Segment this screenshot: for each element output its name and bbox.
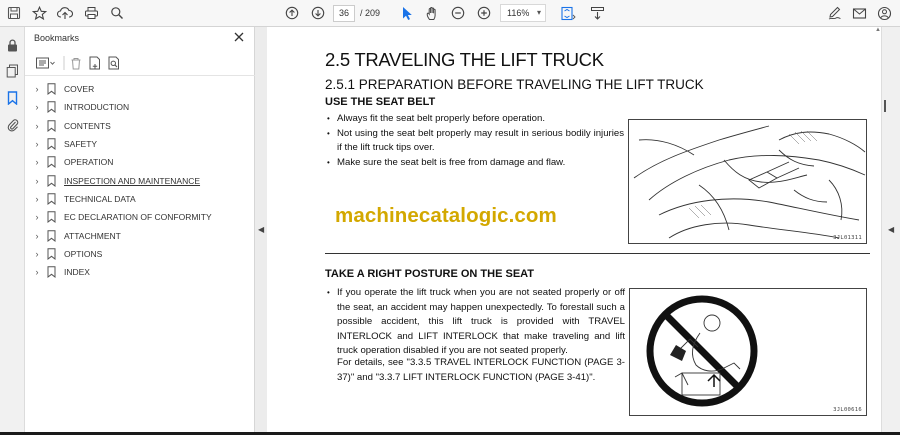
scroll-up-arrow-icon[interactable]: ▲ — [875, 27, 881, 33]
watermark-text: machinecatalogic.com — [335, 204, 557, 227]
panel-divider — [25, 75, 255, 76]
bookmark-label: EC DECLARATION OF CONFORMITY — [64, 212, 212, 223]
scrollbar-thumb[interactable] — [884, 100, 886, 112]
bookmark-icon — [47, 193, 57, 205]
subsection-heading-seat-belt: USE THE SEAT BELT — [325, 96, 436, 108]
bookmark-item[interactable] — [25, 117, 255, 135]
chevron-right-icon[interactable]: › — [35, 175, 39, 186]
bookmark-label: SAFETY — [64, 139, 98, 150]
select-cursor-icon[interactable] — [396, 3, 418, 23]
attachment-icon[interactable] — [4, 116, 21, 133]
posture-bullets — [327, 286, 625, 359]
page-heading: 2.5 TRAVELING THE LIFT TRUCK — [325, 49, 604, 70]
chevron-right-icon[interactable]: › — [35, 120, 39, 131]
print-icon[interactable] — [80, 3, 102, 23]
toolbar-divider — [62, 55, 66, 71]
bookmark-item[interactable] — [25, 80, 255, 98]
bookmark-icon — [47, 211, 57, 223]
page-number-input[interactable]: 36 — [333, 5, 355, 22]
fit-page-icon[interactable] — [557, 3, 579, 23]
bookmark-label: CONTENTS — [64, 120, 111, 131]
seat-belt-illustration — [629, 120, 866, 243]
chevron-right-icon[interactable]: › — [35, 248, 39, 259]
bookmark-icon — [47, 138, 57, 150]
bookmark-label: TECHNICAL DATA — [64, 193, 136, 204]
bookmark-item[interactable] — [25, 171, 255, 189]
bullet-item: • Not using the seat belt properly may result in serious bodily injuries if the lift truck tips over. — [327, 127, 624, 156]
pages-icon[interactable] — [4, 62, 21, 79]
chevron-right-icon[interactable]: › — [35, 212, 39, 223]
bookmark-tools — [33, 53, 247, 73]
bookmark-item[interactable] — [25, 245, 255, 263]
expand-arrow-icon[interactable]: ◀ — [888, 225, 895, 234]
zoom-value: 116% — [507, 8, 530, 18]
chevron-right-icon[interactable]: › — [35, 139, 39, 150]
main-toolbar — [0, 0, 900, 27]
bookmark-item[interactable] — [25, 263, 255, 281]
bookmark-star-icon[interactable] — [28, 3, 50, 23]
add-bookmark-icon[interactable] — [87, 55, 103, 71]
bullet-item: • Make sure the seat belt is free from damage and flaw. — [327, 156, 624, 171]
delete-icon[interactable] — [68, 55, 84, 71]
bookmark-icon — [47, 248, 57, 260]
seat-belt-bullets — [327, 112, 624, 170]
pdf-page — [267, 27, 881, 435]
bookmark-item[interactable] — [25, 98, 255, 116]
close-icon[interactable] — [233, 31, 245, 43]
panel-splitter[interactable] — [255, 27, 267, 435]
bookmark-label: OPERATION — [64, 157, 114, 168]
bookmark-icon — [47, 83, 57, 95]
find-bookmark-icon[interactable] — [106, 55, 122, 71]
page-total-label: / 209 — [360, 8, 381, 18]
chevron-right-icon[interactable]: › — [35, 84, 39, 95]
zoom-in-icon[interactable] — [473, 3, 495, 23]
bullet-item: • Always fit the seat belt properly before operation. — [327, 112, 624, 127]
subsection-heading-posture: TAKE A RIGHT POSTURE ON THE SEAT — [325, 268, 535, 280]
page-up-icon[interactable] — [281, 3, 303, 23]
section-divider — [325, 253, 870, 254]
page-down-icon[interactable] — [307, 3, 329, 23]
bullet-item: • If you operate the lift truck when you are not seated properly or off the seat, an accident may happen unexpectedly. To forestall such a possible accident, this lift truck is provided with TRAVEL INTERLOCK and LIFT INTERLOCK that make traveling and lift truck operation disabled if you are not seated properly. — [327, 286, 625, 359]
bookmark-item[interactable] — [25, 226, 255, 244]
bookmark-list — [25, 80, 255, 281]
bookmark-label: COVER — [64, 84, 95, 95]
lock-icon[interactable] — [4, 37, 21, 54]
no-improper-seating-illustration — [630, 289, 866, 415]
options-menu-icon[interactable] — [35, 55, 57, 71]
chevron-right-icon[interactable]: › — [35, 267, 39, 278]
chevron-right-icon[interactable]: › — [35, 157, 39, 168]
email-icon[interactable] — [848, 3, 870, 23]
document-viewer[interactable] — [267, 27, 881, 435]
section-heading: 2.5.1 PREPARATION BEFORE TRAVELING THE LIFT TRUCK — [325, 77, 704, 92]
bookmark-item[interactable] — [25, 190, 255, 208]
chevron-right-icon[interactable]: › — [35, 230, 39, 241]
collapse-arrow-icon[interactable]: ◀ — [258, 225, 265, 234]
left-navigation-rail — [0, 27, 25, 435]
bookmark-icon[interactable] — [4, 89, 21, 106]
chevron-right-icon[interactable]: › — [35, 102, 39, 113]
bookmark-icon — [47, 156, 57, 168]
upload-icon[interactable] — [54, 3, 76, 23]
bookmark-label: INDEX — [64, 267, 90, 278]
bookmark-icon — [47, 230, 57, 242]
scroll-mode-icon[interactable] — [586, 3, 608, 23]
zoom-out-icon[interactable] — [447, 3, 469, 23]
chevron-down-icon: ▾ — [536, 8, 541, 17]
bookmarks-panel — [25, 27, 255, 435]
bookmark-label: OPTIONS — [64, 248, 103, 259]
bookmark-label: ATTACHMENT — [64, 230, 121, 241]
bookmark-icon — [47, 101, 57, 113]
bookmark-icon — [47, 175, 57, 187]
seat-belt-figure — [628, 119, 867, 244]
account-icon[interactable] — [873, 3, 895, 23]
figure-code: 3JL00616 — [833, 407, 862, 413]
bookmark-icon — [47, 120, 57, 132]
bookmark-item[interactable] — [25, 208, 255, 226]
posture-figure — [629, 288, 867, 416]
sign-icon[interactable] — [823, 3, 845, 23]
bookmark-item[interactable] — [25, 153, 255, 171]
hand-icon[interactable] — [421, 3, 443, 23]
bookmark-icon — [47, 266, 57, 278]
bookmark-label: INSPECTION AND MAINTENANCE — [64, 175, 201, 186]
panel-title: Bookmarks — [34, 33, 80, 43]
find-icon[interactable] — [106, 3, 128, 23]
right-sidebar — [881, 27, 900, 435]
chevron-right-icon[interactable]: › — [35, 193, 39, 204]
save-icon[interactable] — [3, 3, 25, 23]
figure-code: 3JL01311 — [833, 235, 862, 241]
bookmark-item[interactable] — [25, 135, 255, 153]
details-paragraph: For details, see "3.3.5 TRAVEL INTERLOCK FUNCTION (PAGE 3-37)" and "3.3.7 LIFT INTERLOCK FUNCTION (PAGE 3-41)". — [337, 357, 625, 383]
bookmark-label: INTRODUCTION — [64, 102, 130, 113]
zoom-select[interactable] — [500, 4, 546, 22]
